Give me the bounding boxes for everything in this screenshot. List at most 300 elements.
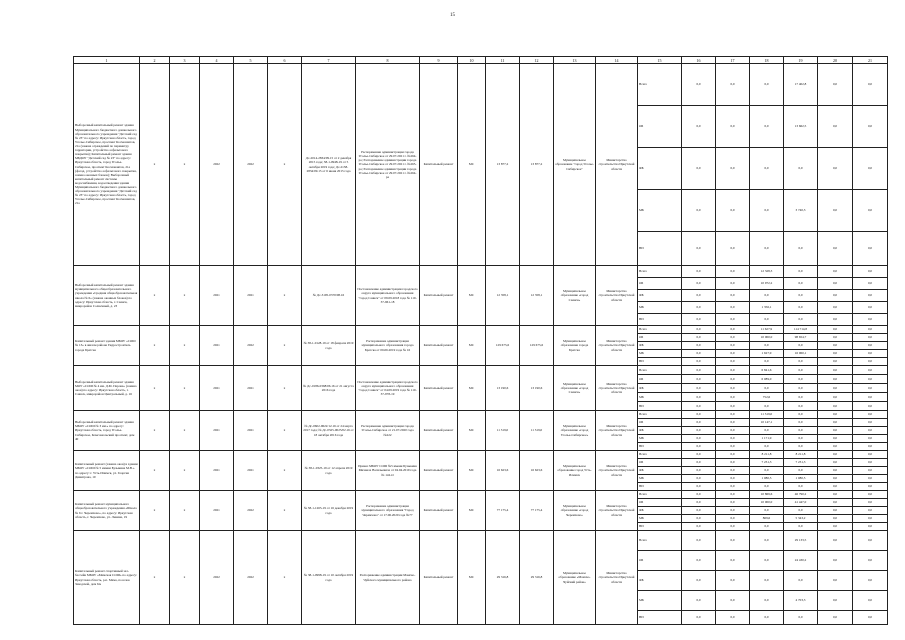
col2-cell: х: [140, 266, 170, 326]
col3-cell: х: [170, 491, 200, 531]
amount-cell: 0,0: [682, 190, 716, 232]
end-year-cell: 2021: [234, 411, 268, 451]
amount-cell: 0,0: [784, 148, 818, 190]
capacity-cell: 12 358,1: [486, 266, 520, 326]
unit-cell: МС: [458, 266, 486, 326]
amount-cell: 0,0: [682, 499, 716, 507]
col6-cell: х: [268, 326, 302, 366]
amount-cell: 0,0: [716, 148, 750, 190]
amount-cell: 0,0: [853, 266, 888, 278]
amount-cell: 0,0: [682, 278, 716, 290]
amount-cell: 869,6: [750, 515, 784, 523]
funding-source-cell: ОБ: [638, 278, 682, 290]
col3-cell: х: [170, 366, 200, 411]
column-number: 13: [554, 57, 596, 64]
amount-cell: 0,0: [750, 427, 784, 435]
amount-cell: 0,0: [716, 393, 750, 402]
amount-cell: 0,0: [853, 278, 888, 290]
funding-source-cell: ФБ: [638, 467, 682, 475]
amount-cell: 0,0: [682, 64, 716, 106]
column-number: 14: [596, 57, 638, 64]
amount-cell: 0,0: [750, 507, 784, 515]
funding-source-cell: ВИ: [638, 443, 682, 451]
unit-cell: МС: [458, 411, 486, 451]
col6-cell: х: [268, 266, 302, 326]
funding-source-cell: Всего: [638, 266, 682, 278]
amount-cell: 0,0: [750, 314, 784, 326]
col2-cell: х: [140, 366, 170, 411]
amount-cell: 11 319,0: [750, 411, 784, 419]
start-year-cell: 2021: [200, 266, 234, 326]
amount-cell: 0,0: [853, 435, 888, 443]
amount-cell: 0,0: [682, 342, 716, 350]
amount-cell: 0,0: [784, 435, 818, 443]
amount-cell: 0,0: [853, 334, 888, 342]
amount-cell: 0,0: [682, 475, 716, 483]
amount-cell: 0,0: [853, 611, 888, 625]
amount-cell: 0,0: [818, 507, 853, 515]
column-number: 9: [420, 57, 458, 64]
amount-cell: 0,0: [784, 483, 818, 491]
funding-source-cell: ФБ: [638, 427, 682, 435]
amount-cell: 0,0: [853, 507, 888, 515]
amount-cell: 0,0: [750, 611, 784, 625]
amount-cell: 0,0: [784, 266, 818, 278]
amount-cell: 0,0: [853, 342, 888, 350]
object-name-cell: Выборочный капитальный ремонт здания Муниципального бюджетного дошкольного образовательного учреждения "Детский сад № 23" по адресу: Иркутская область, город Усолье-Сибирское, проспект Космонавтов, 21а (замена ограждений по периметру территории, устройство асфальтового покрытия); Капитальный ремонт здания МБДОУ "Детский сад № 23" по адресу: Иркутская область, город Усолье-Сибирское, проспект Космонавтов, 21а (фасад, устройство асфальтового покрытия, замена оконных блоков); Выборочный капитальный ремонт системы водоснабжения, водоотведения здания Муниципального бюджетного дошкольного образовательного учреждения "Детский сад № 23" по адресу: Иркутская область, город Усолье-Сибирское, проспект Космонавтов, 21а: [74, 64, 140, 266]
funding-source-cell: ОБ: [638, 499, 682, 507]
amount-cell: 1 080,5: [784, 475, 818, 483]
amount-cell: 0,0: [716, 443, 750, 451]
amount-cell: 0,0: [682, 571, 716, 591]
amount-cell: 0,0: [853, 451, 888, 459]
capacity-cell: 11 319,0: [486, 411, 520, 451]
amount-cell: 0,0: [818, 334, 853, 342]
decision-cell: Распоряжение администрации муниципального образования города Братска от 06.06.2019 года № 16: [356, 326, 420, 366]
amount-cell: 10 972,2: [750, 278, 784, 290]
amount-cell: 0,0: [853, 515, 888, 523]
amount-cell: 0,0: [716, 475, 750, 483]
col2-cell: х: [140, 531, 170, 625]
amount-cell: 0,0: [682, 459, 716, 467]
decision-cell: Постановление администрации городского округа муниципального образования "город Саянск" от 09.09.2018 года № 110-37-961-18: [356, 266, 420, 326]
funding-source-cell: ОБ: [638, 106, 682, 148]
amount-cell: 0,0: [682, 507, 716, 515]
amount-cell: 41 447,0: [784, 499, 818, 507]
amount-cell: 0,0: [818, 499, 853, 507]
amount-cell: 0,0: [716, 571, 750, 591]
amount-cell: 0,0: [853, 375, 888, 384]
work-type-cell: Капитальный ремонт: [420, 491, 458, 531]
amount-cell: 0,0: [818, 443, 853, 451]
amount-cell: 0,0: [784, 571, 818, 591]
amount-cell: 0,0: [750, 290, 784, 302]
amount-cell: 0,0: [818, 190, 853, 232]
capacity-cell: 13 877,2: [486, 64, 520, 266]
amount-cell: 0,0: [716, 499, 750, 507]
column-number: 1: [74, 57, 140, 64]
amount-cell: 0,0: [853, 190, 888, 232]
expertise-cell: № 38-1-0325-19 от 12 апреля 2019 года: [302, 451, 356, 491]
amount-cell: 7 231,3: [750, 459, 784, 467]
funding-source-cell: МБ: [638, 393, 682, 402]
amount-cell: 0,0: [750, 358, 784, 366]
customer-cell: Муниципальное образование «город Усолье-Сибирское»: [554, 411, 596, 451]
amount-cell: 0,0: [682, 384, 716, 393]
amount-cell: 0,0: [716, 302, 750, 314]
amount-cell: 0,0: [682, 427, 716, 435]
funding-source-cell: ВИ: [638, 611, 682, 625]
amount-cell: 0,0: [818, 393, 853, 402]
amount-cell: 0,0: [716, 375, 750, 384]
amount-cell: 0,0: [818, 523, 853, 531]
amount-cell: 0,0: [853, 459, 888, 467]
amount-cell: 0,0: [818, 302, 853, 314]
amount-cell: 0,0: [750, 106, 784, 148]
administrator-cell: Министерство строительства Иркутской области: [596, 411, 638, 451]
amount-cell: 0,0: [716, 190, 750, 232]
amount-cell: 11 627,9: [750, 326, 784, 334]
amount-cell: 0,0: [682, 443, 716, 451]
amount-cell: 0,0: [682, 326, 716, 334]
amount-cell: 0,0: [853, 475, 888, 483]
administrator-cell: Министерство строительства Иркутской области: [596, 366, 638, 411]
amount-cell: 0,0: [818, 358, 853, 366]
amount-cell: 0,0: [716, 326, 750, 334]
amount-cell: 0,0: [818, 515, 853, 523]
column-number: 16: [682, 57, 716, 64]
amount-cell: 12 328,3: [750, 266, 784, 278]
amount-cell: 0,0: [818, 483, 853, 491]
customer-cell: Муниципальное образование «город Саянск»: [554, 366, 596, 411]
amount-cell: 0,0: [784, 443, 818, 451]
funding-source-cell: ФБ: [638, 290, 682, 302]
column-number: 12: [520, 57, 554, 64]
amount-cell: 10 147,1: [750, 419, 784, 427]
amount-cell: 0,0: [716, 467, 750, 475]
amount-cell: 0,0: [750, 551, 784, 571]
amount-cell: 0,0: [716, 459, 750, 467]
amount-cell: 0,0: [853, 531, 888, 551]
table-row: [74, 491, 888, 499]
amount-cell: 46 790,2: [784, 491, 818, 499]
page-number: 15: [450, 13, 455, 18]
amount-cell: 0,0: [784, 384, 818, 393]
amount-cell: 0,0: [682, 232, 716, 266]
end-year-cell: 2022: [234, 64, 268, 266]
amount-cell: 0,0: [682, 314, 716, 326]
administrator-cell: Министерство строительства Иркутской области: [596, 491, 638, 531]
funding-source-cell: Всего: [638, 451, 682, 459]
funding-source-cell: МБ: [638, 350, 682, 358]
amount-cell: 0,0: [750, 591, 784, 611]
amount-cell: 0,0: [853, 483, 888, 491]
amount-cell: 0,0: [818, 375, 853, 384]
amount-cell: 0,0: [818, 384, 853, 393]
amount-cell: 0,0: [818, 531, 853, 551]
administrator-cell: Министерство строительства Иркутской области: [596, 531, 638, 625]
amount-cell: 0,0: [682, 483, 716, 491]
start-year-cell: 2021: [200, 491, 234, 531]
amount-cell: 1 356,1: [750, 302, 784, 314]
amount-cell: 0,0: [784, 375, 818, 384]
amount-cell: 98 654,7: [784, 334, 818, 342]
amount-cell: 0,0: [853, 384, 888, 393]
amount-cell: 0,0: [682, 591, 716, 611]
table-row: [74, 366, 888, 375]
amount-cell: 0,0: [682, 334, 716, 342]
amount-cell: 0,0: [784, 302, 818, 314]
amount-cell: 0,0: [682, 419, 716, 427]
amount-cell: 0,0: [853, 571, 888, 591]
capacity-cell: 77 175,4: [486, 491, 520, 531]
amount-cell: 0,0: [784, 419, 818, 427]
amount-cell: 0,0: [682, 491, 716, 499]
customer-cell: Муниципальное образование город Усть-Илимск: [554, 451, 596, 491]
unit-cell: МС: [458, 366, 486, 411]
funding-source-cell: Всего: [638, 326, 682, 334]
amount-cell: 6 841,6: [750, 366, 784, 375]
col6-cell: х: [268, 366, 302, 411]
column-number: 6: [268, 57, 302, 64]
decision-cell: Распоряжение администрации муниципального образования "Город Черемхово" от 17.06.2020 года №77: [356, 491, 420, 531]
program-table: [73, 56, 888, 625]
amount-cell: 0,0: [716, 266, 750, 278]
estimated-cost-cell: 29 316,8: [520, 531, 554, 625]
col2-cell: х: [140, 326, 170, 366]
amount-cell: 0,0: [750, 232, 784, 266]
amount-cell: 0,0: [853, 350, 888, 358]
amount-cell: 0,0: [818, 435, 853, 443]
amount-cell: 0,0: [784, 358, 818, 366]
expertise-cell: № 38-1-1265-19 от 16 декабря 2019 года: [302, 491, 356, 531]
funding-source-cell: Всего: [638, 491, 682, 499]
end-year-cell: 2021: [234, 266, 268, 326]
amount-cell: 0,0: [818, 591, 853, 611]
funding-source-cell: ФБ: [638, 571, 682, 591]
table-row: [74, 531, 888, 551]
customer-cell: Муниципальное образование «город Саянск»: [554, 266, 596, 326]
amount-cell: 3 740,3: [784, 190, 818, 232]
amount-cell: 0,0: [682, 551, 716, 571]
amount-cell: 0,0: [716, 483, 750, 491]
amount-cell: 10 000,0: [750, 499, 784, 507]
amount-cell: 0,0: [750, 64, 784, 106]
amount-cell: 0,0: [716, 314, 750, 326]
amount-cell: 0,0: [750, 483, 784, 491]
amount-cell: 0,0: [784, 411, 818, 419]
amount-cell: 0,0: [853, 411, 888, 419]
amount-cell: 0,0: [784, 290, 818, 302]
work-type-cell: Капитальный ремонт: [420, 411, 458, 451]
funding-source-cell: ФБ: [638, 507, 682, 515]
amount-cell: 16 060,1: [784, 350, 818, 358]
amount-cell: 0,0: [682, 290, 716, 302]
estimated-cost-cell: 11 319,0: [520, 411, 554, 451]
amount-cell: 0,0: [818, 266, 853, 278]
amount-cell: 0,0: [853, 358, 888, 366]
estimated-cost-cell: 12 358,1: [520, 266, 554, 326]
funding-source-cell: ВИ: [638, 314, 682, 326]
expertise-cell: № 38-1-0998-19 от 10 октября 2019 года: [302, 531, 356, 625]
amount-cell: 0,0: [716, 402, 750, 411]
funding-source-cell: ФБ: [638, 342, 682, 350]
amount-cell: 0,0: [818, 475, 853, 483]
capacity-cell: 16 623,6: [486, 451, 520, 491]
amount-cell: 0,0: [682, 531, 716, 551]
amount-cell: 0,0: [716, 411, 750, 419]
amount-cell: 0,0: [750, 523, 784, 531]
funding-source-cell: ОБ: [638, 459, 682, 467]
amount-cell: 0,0: [716, 523, 750, 531]
amount-cell: 0,0: [818, 551, 853, 571]
amount-cell: 0,0: [784, 314, 818, 326]
column-number: 17: [716, 57, 750, 64]
customer-cell: Муниципальное образование "город Усолье-Сибирское": [554, 64, 596, 266]
amount-cell: 752,6: [750, 393, 784, 402]
amount-cell: 0,0: [716, 342, 750, 350]
amount-cell: 0,0: [853, 106, 888, 148]
estimated-cost-cell: 16 623,6: [520, 451, 554, 491]
funding-source-cell: Всего: [638, 411, 682, 419]
column-number: 4: [200, 57, 234, 64]
amount-cell: 0,0: [818, 467, 853, 475]
unit-cell: МС: [458, 326, 486, 366]
amount-cell: 0,0: [784, 232, 818, 266]
work-type-cell: Капитальный ремонт: [420, 64, 458, 266]
funding-source-cell: ВИ: [638, 232, 682, 266]
amount-cell: 0,0: [853, 591, 888, 611]
funding-source-cell: ОБ: [638, 334, 682, 342]
amount-cell: 0,0: [818, 148, 853, 190]
amount-cell: 5 343,2: [784, 515, 818, 523]
col3-cell: х: [170, 411, 200, 451]
amount-cell: 29 133,5: [784, 531, 818, 551]
table-row: [74, 411, 888, 419]
col3-cell: х: [170, 64, 200, 266]
amount-cell: 24 430,2: [784, 551, 818, 571]
amount-cell: 0,0: [682, 266, 716, 278]
amount-cell: 0,0: [716, 278, 750, 290]
amount-cell: 0,0: [818, 342, 853, 350]
customer-cell: Муниципальное образование «город Черемхово»: [554, 491, 596, 531]
amount-cell: 0,0: [682, 148, 716, 190]
column-number: 3: [170, 57, 200, 64]
col6-cell: х: [268, 411, 302, 451]
funding-source-cell: ФБ: [638, 148, 682, 190]
funding-source-cell: МБ: [638, 302, 682, 314]
amount-cell: 17 402,8: [784, 64, 818, 106]
amount-cell: 0,0: [682, 515, 716, 523]
amount-cell: 0,0: [818, 326, 853, 334]
amount-cell: 0,0: [853, 427, 888, 435]
expertise-cell: Дс-2014-2834/09.15 от 2 декабря 2015 года; 38-1-0948-19 от 5 октября 2019 года; Дс-2138-2834/09.15 от 6 июня 2015 года: [302, 64, 356, 266]
amount-cell: 0,0: [682, 302, 716, 314]
funding-source-cell: Всего: [638, 366, 682, 375]
amount-cell: 0,0: [818, 611, 853, 625]
col6-cell: х: [268, 451, 302, 491]
amount-cell: 0,0: [682, 523, 716, 531]
object-name-cell: Капитальный ремонт (замена окон) в здании МБОУ «СОШ № 5 имени Бузыкина М.В.» по адресу: г. Усть-Илимск, ул. Георгия Димитрова, 10: [74, 451, 140, 491]
col2-cell: х: [140, 411, 170, 451]
work-type-cell: Капитальный ремонт: [420, 531, 458, 625]
estimated-cost-cell: 13 190,6: [520, 366, 554, 411]
end-year-cell: 2022: [234, 326, 268, 366]
amount-cell: 0,0: [716, 611, 750, 625]
col3-cell: х: [170, 266, 200, 326]
amount-cell: 0,0: [716, 507, 750, 515]
funding-source-cell: МБ: [638, 190, 682, 232]
funding-source-cell: ВИ: [638, 402, 682, 411]
amount-cell: 0,0: [716, 531, 750, 551]
expertise-cell: № Дс-3195-0370/08.16: [302, 266, 356, 326]
unit-cell: МС: [458, 531, 486, 625]
col2-cell: х: [140, 491, 170, 531]
amount-cell: 0,0: [853, 402, 888, 411]
start-year-cell: 2021: [200, 411, 234, 451]
amount-cell: 0,0: [682, 435, 716, 443]
amount-cell: 8 211,8: [750, 451, 784, 459]
amount-cell: 1 171,9: [750, 435, 784, 443]
funding-source-cell: МБ: [638, 515, 682, 523]
unit-cell: МС: [458, 64, 486, 266]
amount-cell: 0,0: [784, 342, 818, 350]
amount-cell: 0,0: [750, 531, 784, 551]
col6-cell: х: [268, 491, 302, 531]
amount-cell: 0,0: [853, 326, 888, 334]
column-number: 20: [818, 57, 853, 64]
funding-source-cell: МБ: [638, 435, 682, 443]
end-year-cell: 2021: [234, 451, 268, 491]
funding-source-cell: Всего: [638, 531, 682, 551]
amount-cell: 1 627,9: [750, 350, 784, 358]
amount-cell: 0,0: [716, 427, 750, 435]
funding-source-cell: ОБ: [638, 551, 682, 571]
amount-cell: 0,0: [818, 459, 853, 467]
amount-cell: 0,0: [853, 366, 888, 375]
table-row: [74, 451, 888, 459]
funding-source-cell: ОБ: [638, 375, 682, 384]
amount-cell: 0,0: [818, 419, 853, 427]
decision-cell: Приказ МБОУ СОШ №5 имени Бузыкина Михаила Васильевича от 04.04.2019 года № 142-О: [356, 451, 420, 491]
amount-cell: 0,0: [716, 358, 750, 366]
estimated-cost-cell: 129 675,6: [520, 326, 554, 366]
amount-cell: 0,0: [682, 106, 716, 148]
amount-cell: 0,0: [716, 366, 750, 375]
amount-cell: 0,0: [682, 411, 716, 419]
amount-cell: 0,0: [682, 393, 716, 402]
amount-cell: 6 089,0: [750, 375, 784, 384]
column-number: 11: [486, 57, 520, 64]
work-type-cell: Капитальный ремонт: [420, 266, 458, 326]
funding-source-cell: ВИ: [638, 523, 682, 531]
object-name-cell: Выборочный капитальный ремонт здания МОУ «СОШ № 4 им. Д.М. Перова» (замена окон) по адресу: Иркутская область, г. Саянск, микрорайон Центральный, д. 16: [74, 366, 140, 411]
amount-cell: 0,0: [784, 393, 818, 402]
estimated-cost-cell: 13 877,2: [520, 64, 554, 266]
funding-source-cell: ФБ: [638, 384, 682, 393]
amount-cell: 7 231,3: [784, 459, 818, 467]
end-year-cell: 2022: [234, 531, 268, 625]
amount-cell: 0,0: [853, 393, 888, 402]
table-row: [74, 326, 888, 334]
start-year-cell: 2022: [200, 64, 234, 266]
amount-cell: 0,0: [716, 64, 750, 106]
amount-cell: 0,0: [818, 427, 853, 435]
amount-cell: 0,0: [853, 314, 888, 326]
amount-cell: 0,0: [750, 571, 784, 591]
object-name-cell: Выборочный капитальный ремонт здания муниципального общеобразовательного учреждения «Средняя общеобразовательная школа № 6» (замена оконных блоков) по адресу: Иркутская область, г. Саянск, микрорайон Солнечный, д. 23: [74, 266, 140, 326]
column-number: 15: [638, 57, 682, 64]
